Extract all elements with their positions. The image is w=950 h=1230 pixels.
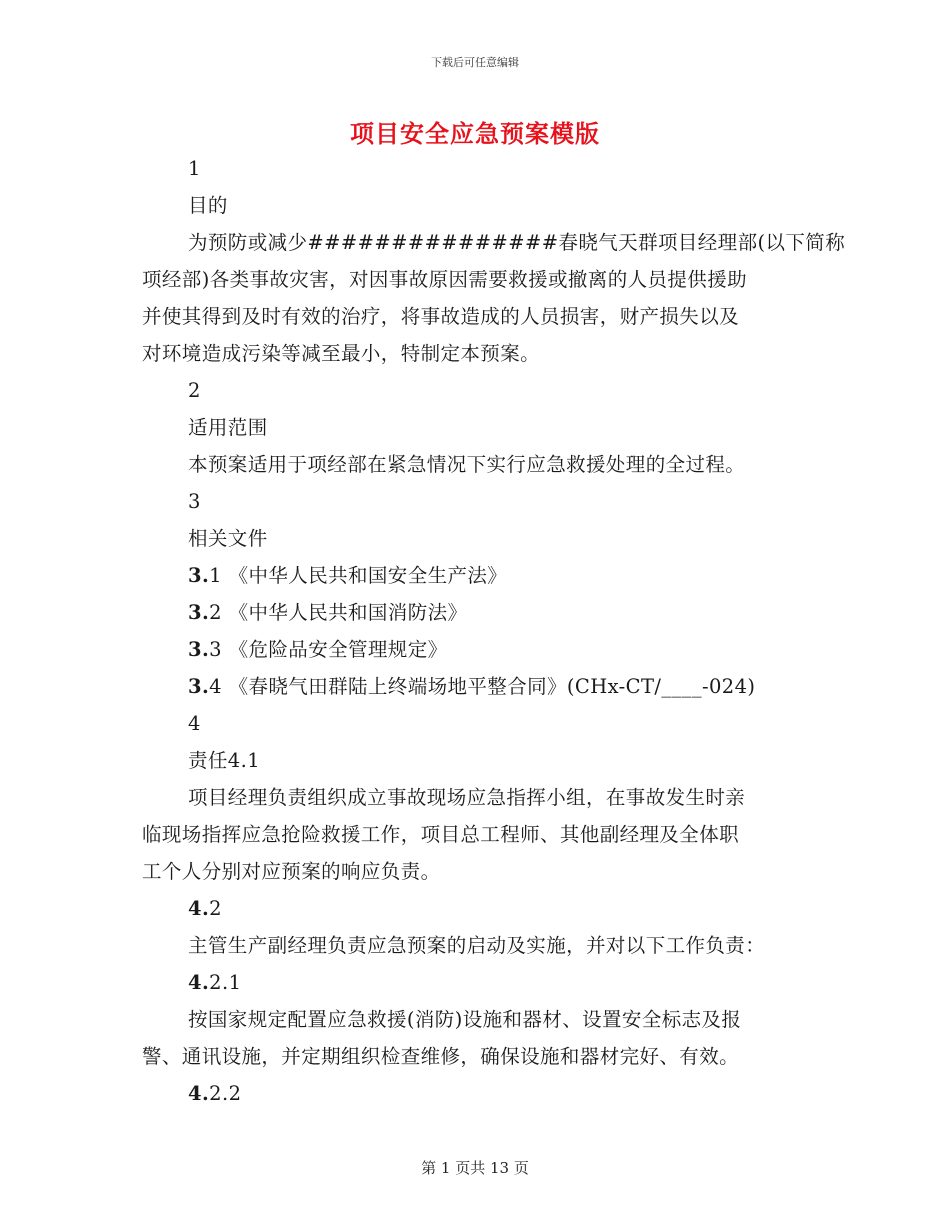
section-2-number: 2 bbox=[188, 379, 201, 402]
reference-item bbox=[188, 564, 507, 588]
section-number-minor: 2.1 bbox=[209, 971, 242, 994]
section-1-number: 1 bbox=[188, 157, 201, 180]
document-title: 项目安全应急预案模版 bbox=[350, 119, 600, 148]
section-4-2-1-paragraph-line: 按国家规定配置应急救援(消防)设施和器材、设置安全标志及报 bbox=[188, 1008, 742, 1031]
reference-item-number: 3. bbox=[188, 638, 210, 661]
section-1-paragraph-line: 为预防或减少###############春晓气天群项目经理部(以下简称 bbox=[188, 231, 846, 254]
reference-item-number: 3. bbox=[188, 675, 210, 698]
reference-item-subnumber: 4 bbox=[209, 675, 222, 698]
section-2-paragraph: 本预案适用于项经部在紧急情况下实行应急救援处理的全过程。 bbox=[188, 453, 746, 476]
reference-item-subnumber: 2 bbox=[209, 601, 222, 624]
page-footer: 第 1 页共 13 页 bbox=[421, 1159, 529, 1177]
reference-item-text: 《春晓气田群陆上终端场地平整合同》(CHx-CT/____-024) bbox=[228, 675, 756, 698]
section-4-2-paragraph: 主管生产副经理负责应急预案的启动及实施，并对以下工作负责： bbox=[188, 934, 766, 957]
reference-item-text: 《危险品安全管理规定》 bbox=[228, 638, 448, 661]
reference-item-subnumber: 3 bbox=[209, 638, 222, 661]
section-number-minor: 2.2 bbox=[209, 1082, 242, 1105]
reference-item-text: 《中华人民共和国安全生产法》 bbox=[228, 564, 508, 587]
section-4-paragraph-line: 临现场指挥应急抢险救援工作，项目总工程师、其他副经理及全体职 bbox=[142, 823, 740, 846]
section-4-number: 4 bbox=[188, 712, 201, 735]
reference-item-text: 《中华人民共和国消防法》 bbox=[228, 601, 468, 624]
section-number-major: 4. bbox=[188, 1082, 210, 1105]
reference-item bbox=[188, 601, 467, 625]
section-1-heading: 目的 bbox=[188, 194, 228, 217]
section-number-major: 4. bbox=[188, 897, 210, 920]
section-1-paragraph-line: 对环境造成污染等减至最小，特制定本预案。 bbox=[142, 342, 541, 365]
section-4-paragraph-line: 工个人分别对应预案的响应负责。 bbox=[142, 860, 441, 883]
section-1-paragraph-line: 项经部)各类事故灾害，对因事故原因需要救援或撤离的人员提供援助 bbox=[142, 268, 748, 291]
section-1-paragraph-line: 并使其得到及时有效的治疗，将事故造成的人员损害，财产损失以及 bbox=[142, 305, 740, 328]
page-header: 下载后可任意编辑 bbox=[431, 56, 519, 69]
section-3-number: 3 bbox=[188, 490, 201, 513]
section-4-2-1-paragraph-line: 警、通讯设施，并定期组织检查维修，确保设施和器材完好、有效。 bbox=[142, 1045, 740, 1068]
section-2-heading: 适用范围 bbox=[188, 416, 268, 439]
section-3-heading: 相关文件 bbox=[188, 527, 268, 550]
section-number-minor: 2 bbox=[209, 897, 222, 920]
reference-item-subnumber: 1 bbox=[209, 564, 222, 587]
reference-item bbox=[188, 675, 755, 699]
section-4-paragraph-line: 项目经理负责组织成立事故现场应急指挥小组，在事故发生时亲 bbox=[188, 786, 746, 809]
section-4-2-1-number bbox=[188, 971, 241, 995]
section-4-heading: 责任4.1 bbox=[188, 749, 261, 772]
reference-item-number: 3. bbox=[188, 564, 210, 587]
section-number-major: 4. bbox=[188, 971, 210, 994]
section-4-2-2-number bbox=[188, 1082, 241, 1106]
reference-item-number: 3. bbox=[188, 601, 210, 624]
reference-item bbox=[188, 638, 448, 662]
section-4-2-number bbox=[188, 897, 222, 921]
